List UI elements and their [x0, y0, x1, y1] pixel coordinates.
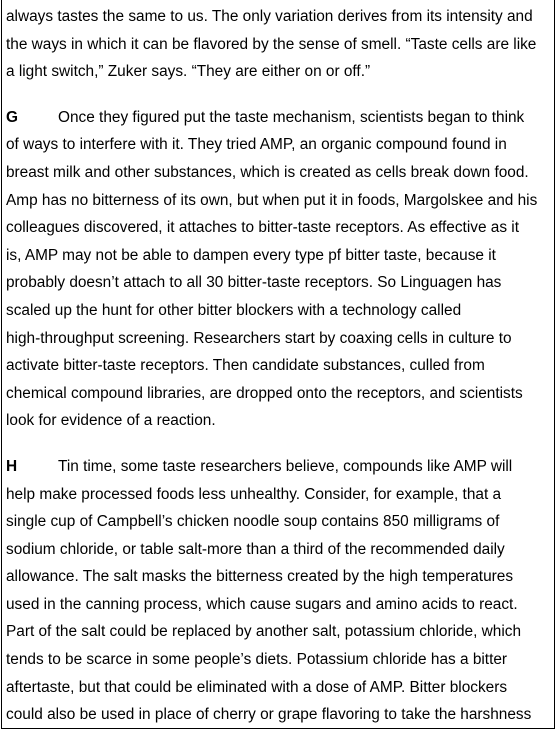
text-line: aftertaste, but that could be eliminated with a dose of AMP. Bitter blockers: [6, 678, 508, 696]
text-line: always tastes the same to us. The only variation derives from its intensity and: [6, 8, 533, 25]
paragraph-g: [6, 104, 554, 435]
text-line: Once they figured put the taste mechanism, scientists began to think: [58, 108, 525, 126]
text-line: help make processed foods less unhealthy. Consider, for example, that a: [6, 485, 502, 503]
text-line: high-throughput screening. Researchers start by coaxing cells in culture to: [6, 329, 512, 347]
text-line: look for evidence of a reaction.: [6, 412, 216, 430]
text-line: tends to be scarce in some people’s diets. Potassium chloride has a bitter: [6, 651, 508, 669]
text-line: scaled up the hunt for other bitter blockers with a technology called: [6, 301, 462, 319]
text-line: breast milk and other substances, which is created as cells break down food.: [6, 163, 529, 181]
text-line: Amp has no bitterness of its own, but when put it in foods, Margolskee and his: [6, 191, 538, 209]
text-line: used in the canning process, which cause sugars and amino acids to react.: [6, 595, 518, 613]
text-line: chemical compound libraries, are dropped onto the receptors, and scientists: [6, 384, 523, 402]
paragraph-h: [6, 453, 554, 729]
text-line: of ways to interfere with it. They tried AMP, an organic compound found in: [6, 136, 507, 154]
text-line: could also be used in place of cherry or grape flavoring to take the harshness: [6, 706, 532, 724]
text-line: Tin time, some taste researchers believe, compounds like AMP will: [58, 457, 513, 475]
text-line: allowance. The salt masks the bitterness created by the high temperatures: [6, 568, 514, 586]
text-line: activate bitter-taste receptors. Then candidate substances, culled from: [6, 357, 485, 375]
text-line: is, AMP may not be able to dampen every type pf bitter taste, because it: [6, 246, 496, 264]
paragraph-letter: H: [6, 457, 18, 475]
paragraph-continuation: [6, 3, 554, 86]
document-body: [6, 3, 554, 729]
text-line: the ways in which it can be flavored by the sense of smell. “Taste cells are like: [6, 35, 537, 53]
text-line: single cup of Campbell’s chicken noodle soup contains 850 milligrams of: [6, 513, 500, 531]
text-line: a light switch,” Zuker says. “They are either on or off.”: [6, 63, 371, 81]
text-line: Part of the salt could be replaced by another salt, potassium chloride, which: [6, 623, 522, 641]
text-line: sodium chloride, or table salt-more than a third of the recommended daily: [6, 540, 505, 558]
paragraph-letter: G: [6, 108, 18, 126]
text-line: colleagues discovered, it attaches to bitter-taste receptors. As effective as it: [6, 219, 520, 237]
text-line: probably doesn’t attach to all 30 bitter-taste receptors. So Linguagen has: [6, 274, 502, 292]
